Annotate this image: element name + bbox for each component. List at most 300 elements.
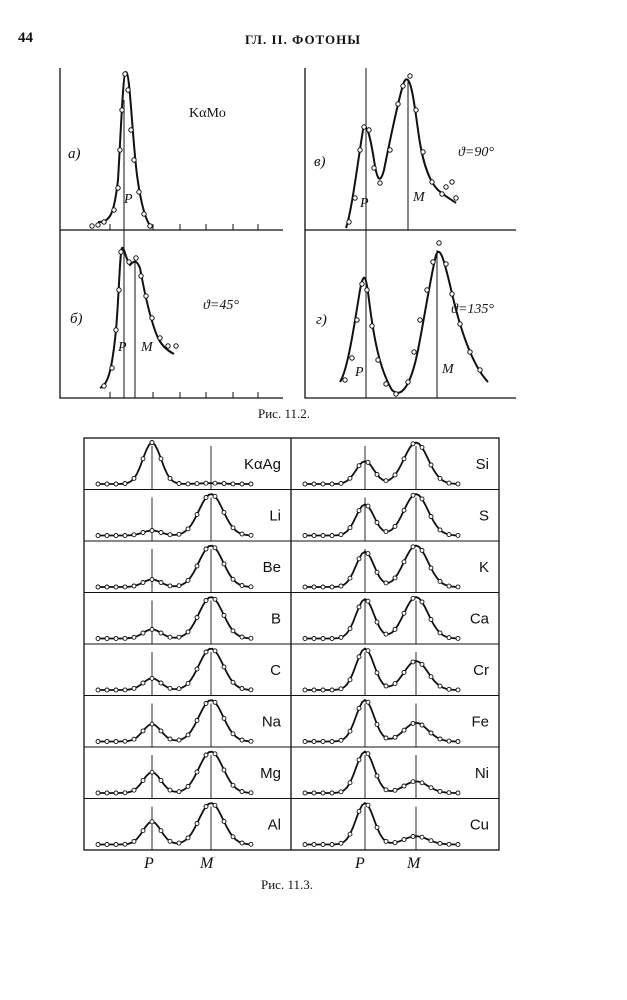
- data-point: [375, 620, 379, 624]
- data-point: [240, 687, 244, 691]
- peak-m-b: M: [141, 340, 153, 355]
- data-point: [195, 770, 199, 774]
- data-point: [186, 784, 190, 788]
- data-point: [429, 675, 433, 679]
- data-point: [393, 473, 397, 477]
- data-point: [420, 781, 424, 785]
- data-point: [402, 457, 406, 461]
- data-point: [105, 534, 109, 538]
- data-point: [429, 566, 433, 570]
- data-point: [330, 688, 334, 692]
- data-point: [375, 521, 379, 525]
- data-point: [204, 702, 208, 706]
- data-point: [123, 534, 127, 538]
- data-point: [159, 829, 163, 833]
- data-point: [375, 774, 379, 778]
- spectrum-curve: [98, 597, 251, 638]
- data-point: [105, 585, 109, 589]
- data-point: [168, 584, 172, 588]
- spectrum-curve: [98, 649, 251, 690]
- spectrum-curve: [98, 494, 251, 535]
- spectrum-curve: [305, 803, 458, 845]
- data-point: [438, 631, 442, 635]
- data-point: [393, 682, 397, 686]
- data-point: [447, 791, 451, 795]
- data-point: [222, 768, 226, 772]
- data-point: [339, 584, 343, 588]
- data-point: [177, 687, 181, 691]
- data-point: [348, 627, 352, 631]
- data-point: [132, 476, 136, 480]
- axis-m-left: M: [200, 855, 214, 872]
- spectrum-curve: [305, 597, 458, 639]
- data-point: [348, 576, 352, 580]
- data-point: [357, 464, 361, 468]
- data-point: [123, 585, 127, 589]
- data-point: [411, 780, 415, 784]
- data-point: [222, 716, 226, 720]
- peak-p-b: P: [118, 340, 127, 355]
- data-point: [366, 552, 370, 556]
- data-point: [123, 791, 127, 795]
- data-point: [339, 841, 343, 845]
- data-point: [348, 476, 352, 480]
- data-point: [393, 524, 397, 528]
- data-point: [96, 637, 100, 641]
- data-point: [249, 842, 253, 846]
- data-point: [375, 722, 379, 726]
- data-point: [303, 534, 307, 538]
- data-point: [168, 686, 172, 690]
- data-point: [456, 791, 460, 795]
- data-point: [240, 841, 244, 845]
- data-point: [411, 721, 415, 725]
- data-point: [312, 637, 316, 641]
- data-point: [330, 791, 334, 795]
- data-point: [204, 547, 208, 551]
- data-point: [222, 613, 226, 617]
- data-point: [447, 842, 451, 846]
- data-point: [105, 791, 109, 795]
- data-point: [420, 723, 424, 727]
- data-point: [195, 667, 199, 671]
- data-point: [204, 753, 208, 757]
- data-point: [222, 665, 226, 669]
- data-point: [105, 843, 109, 847]
- spectrum-curve: [305, 700, 458, 742]
- data-point: [159, 729, 163, 733]
- data-point: [429, 786, 433, 790]
- data-point: [375, 472, 379, 476]
- data-point: [96, 585, 100, 589]
- spectrum-curve: [305, 649, 458, 691]
- data-point: [123, 842, 127, 846]
- data-point: [420, 497, 424, 501]
- data-point: [222, 562, 226, 566]
- spectrum-curve: [98, 700, 251, 741]
- data-point: [321, 585, 325, 589]
- data-point: [312, 534, 316, 538]
- page-number: 44: [18, 30, 33, 46]
- data-point: [321, 740, 325, 744]
- data-point: [195, 513, 199, 517]
- data-point: [429, 618, 433, 622]
- data-point: [330, 637, 334, 641]
- data-point: [222, 819, 226, 823]
- data-point: [231, 482, 235, 486]
- data-point: [141, 729, 145, 733]
- data-point: [186, 681, 190, 685]
- data-point: [321, 637, 325, 641]
- data-point: [456, 482, 460, 486]
- data-point: [213, 752, 217, 756]
- data-point: [303, 791, 307, 795]
- element-label: Cr: [473, 662, 489, 679]
- data-point: [411, 442, 415, 446]
- data-point: [96, 482, 100, 486]
- data-point: [213, 546, 217, 550]
- data-point: [330, 482, 334, 486]
- data-point: [195, 564, 199, 568]
- data-point: [339, 635, 343, 639]
- data-point: [132, 533, 136, 537]
- data-point: [132, 839, 136, 843]
- data-point: [141, 778, 145, 782]
- data-point: [402, 784, 406, 788]
- data-point: [105, 688, 109, 692]
- angle-label-v: ϑ=90°: [458, 145, 494, 160]
- data-point: [438, 579, 442, 583]
- data-point: [213, 649, 217, 653]
- data-point: [231, 783, 235, 787]
- data-point: [303, 688, 307, 692]
- data-point: [402, 728, 406, 732]
- element-label: Al: [267, 816, 281, 834]
- element-label: Mg: [260, 765, 281, 782]
- data-point: [357, 557, 361, 561]
- data-point: [114, 688, 118, 692]
- data-point: [393, 788, 397, 792]
- data-point: [456, 843, 460, 847]
- data-point: [177, 532, 181, 536]
- element-label: Cu: [469, 816, 489, 834]
- data-point: [177, 738, 181, 742]
- data-point: [123, 482, 127, 486]
- data-point: [456, 585, 460, 589]
- data-point: [321, 482, 325, 486]
- data-point: [303, 482, 307, 486]
- data-point: [168, 476, 172, 480]
- data-point: [168, 839, 172, 843]
- data-point: [249, 585, 253, 589]
- data-point: [456, 740, 460, 744]
- data-point: [213, 481, 217, 485]
- data-point: [312, 791, 316, 795]
- data-point: [114, 585, 118, 589]
- data-point: [96, 791, 100, 795]
- data-point: [339, 533, 343, 537]
- data-point: [150, 441, 154, 445]
- spectrum-curve: [305, 546, 458, 588]
- data-point: [240, 482, 244, 486]
- data-point: [123, 688, 127, 692]
- data-point: [402, 508, 406, 512]
- data-point: [438, 789, 442, 793]
- data-point: [159, 778, 163, 782]
- data-point: [168, 737, 172, 741]
- data-point: [366, 460, 370, 464]
- data-point: [375, 570, 379, 574]
- data-point: [420, 835, 424, 839]
- data-point: [204, 599, 208, 603]
- data-point: [186, 527, 190, 531]
- data-point: [312, 482, 316, 486]
- data-point: [339, 481, 343, 485]
- data-point: [231, 526, 235, 530]
- data-point: [141, 457, 145, 461]
- data-point: [213, 700, 217, 704]
- element-label: Si: [475, 456, 489, 473]
- element-label: KαAg: [243, 456, 281, 473]
- data-point: [411, 493, 415, 497]
- data-point: [186, 733, 190, 737]
- data-point: [330, 585, 334, 589]
- data-point: [231, 577, 235, 581]
- spectrum-curve: [305, 494, 458, 536]
- data-point: [303, 843, 307, 847]
- data-point: [204, 496, 208, 500]
- figure-11-3-caption: Рис. 11.3.: [261, 877, 313, 892]
- data-point: [393, 735, 397, 739]
- data-point: [357, 605, 361, 609]
- data-point: [150, 578, 154, 582]
- data-point: [132, 737, 136, 741]
- data-point: [321, 688, 325, 692]
- data-point: [96, 740, 100, 744]
- panel-letter-g: г): [316, 312, 327, 328]
- data-point: [240, 790, 244, 794]
- data-point: [132, 686, 136, 690]
- data-point: [141, 531, 145, 535]
- element-label: B: [270, 610, 281, 628]
- data-point: [402, 611, 406, 615]
- data-point: [150, 770, 154, 774]
- data-point: [195, 482, 199, 486]
- data-point: [348, 729, 352, 733]
- data-point: [204, 481, 208, 485]
- axis-p-right: P: [355, 855, 365, 872]
- data-point: [231, 629, 235, 633]
- data-point: [186, 836, 190, 840]
- data-point: [393, 627, 397, 631]
- element-label: Ca: [469, 610, 489, 628]
- data-point: [150, 627, 154, 631]
- data-point: [96, 688, 100, 692]
- data-point: [438, 841, 442, 845]
- data-point: [132, 584, 136, 588]
- data-point: [447, 636, 451, 640]
- data-point: [114, 740, 118, 744]
- data-point: [150, 820, 154, 824]
- data-point: [312, 585, 316, 589]
- line-label-kamo: KαMo: [189, 106, 226, 121]
- data-point: [204, 650, 208, 654]
- data-point: [240, 635, 244, 639]
- data-point: [447, 584, 451, 588]
- data-point: [447, 687, 451, 691]
- data-point: [411, 835, 415, 839]
- data-point: [195, 616, 199, 620]
- data-point: [402, 838, 406, 842]
- data-point: [231, 732, 235, 736]
- data-point: [339, 738, 343, 742]
- data-point: [402, 670, 406, 674]
- data-point: [348, 678, 352, 682]
- data-point: [339, 687, 343, 691]
- data-point: [231, 680, 235, 684]
- angle-label-g: ϑ=135°: [451, 302, 494, 317]
- data-point: [186, 482, 190, 486]
- data-point: [141, 681, 145, 685]
- data-point: [366, 700, 370, 704]
- data-point: [438, 684, 442, 688]
- data-point: [303, 740, 307, 744]
- data-point: [384, 839, 388, 843]
- data-point: [159, 457, 163, 461]
- data-point: [141, 829, 145, 833]
- data-point: [456, 533, 460, 537]
- data-point: [96, 534, 100, 538]
- data-point: [222, 482, 226, 486]
- data-point: [240, 738, 244, 742]
- data-point: [312, 688, 316, 692]
- data-point: [420, 662, 424, 666]
- data-point: [375, 825, 379, 829]
- data-point: [447, 481, 451, 485]
- data-point: [357, 758, 361, 762]
- data-point: [357, 706, 361, 710]
- peak-m-g: M: [442, 362, 454, 377]
- data-point: [384, 632, 388, 636]
- data-point: [438, 528, 442, 532]
- data-point: [123, 739, 127, 743]
- peak-m-v: M: [413, 190, 425, 205]
- data-point: [384, 479, 388, 483]
- peak-p-a: P: [124, 192, 133, 207]
- data-point: [177, 482, 181, 486]
- data-point: [447, 739, 451, 743]
- figure-11-2-caption: Рис. 11.2.: [258, 406, 310, 421]
- data-point: [159, 531, 163, 535]
- data-point: [420, 548, 424, 552]
- data-point: [114, 791, 118, 795]
- data-point: [366, 599, 370, 603]
- data-point: [312, 740, 316, 744]
- data-point: [429, 463, 433, 467]
- data-point: [186, 630, 190, 634]
- element-label: Na: [261, 713, 281, 731]
- data-point: [177, 790, 181, 794]
- data-point: [348, 832, 352, 836]
- data-point: [177, 841, 181, 845]
- data-point: [123, 636, 127, 640]
- data-point: [330, 740, 334, 744]
- data-point: [177, 635, 181, 639]
- data-point: [195, 719, 199, 723]
- axis-p-left: P: [144, 855, 154, 872]
- spectrum-curve: [305, 752, 458, 794]
- data-point: [213, 803, 217, 807]
- data-point: [168, 788, 172, 792]
- spectrum-curve: [305, 443, 458, 485]
- data-point: [204, 805, 208, 809]
- peak-p-v: P: [360, 196, 369, 211]
- data-point: [195, 822, 199, 826]
- data-point: [150, 676, 154, 680]
- data-point: [159, 581, 163, 585]
- panel-letter-a: а): [68, 146, 81, 162]
- data-point: [249, 739, 253, 743]
- data-point: [114, 843, 118, 847]
- peak-p-g: P: [355, 365, 364, 380]
- data-point: [348, 526, 352, 530]
- data-point: [420, 445, 424, 449]
- data-point: [411, 596, 415, 600]
- data-point: [447, 533, 451, 537]
- data-point: [366, 504, 370, 508]
- data-point: [213, 494, 217, 498]
- spectrum-curve: [98, 443, 251, 485]
- data-point: [411, 660, 415, 664]
- element-label: Li: [269, 507, 281, 525]
- data-point: [168, 533, 172, 537]
- data-point: [330, 843, 334, 847]
- data-point: [438, 476, 442, 480]
- element-label: Fe: [471, 713, 489, 731]
- data-point: [366, 803, 370, 807]
- data-point: [303, 637, 307, 641]
- data-point: [177, 584, 181, 588]
- data-point: [249, 688, 253, 692]
- data-point: [384, 684, 388, 688]
- spectrum-curve: [98, 803, 251, 844]
- data-point: [357, 655, 361, 659]
- spectrum-curve: [98, 546, 251, 587]
- data-point: [240, 532, 244, 536]
- panel-letter-b: б): [70, 311, 83, 327]
- data-point: [438, 737, 442, 741]
- data-point: [384, 581, 388, 585]
- data-point: [339, 790, 343, 794]
- data-point: [132, 635, 136, 639]
- data-point: [366, 649, 370, 653]
- data-point: [249, 482, 253, 486]
- data-point: [141, 631, 145, 635]
- data-point: [105, 740, 109, 744]
- data-point: [105, 637, 109, 641]
- data-point: [321, 791, 325, 795]
- data-point: [357, 509, 361, 513]
- data-point: [114, 482, 118, 486]
- data-point: [213, 597, 217, 601]
- data-point: [321, 534, 325, 538]
- data-point: [429, 731, 433, 735]
- data-point: [456, 636, 460, 640]
- data-point: [357, 809, 361, 813]
- data-point: [141, 581, 145, 585]
- panel-letter-v: в): [314, 154, 326, 170]
- element-label: S: [478, 507, 489, 525]
